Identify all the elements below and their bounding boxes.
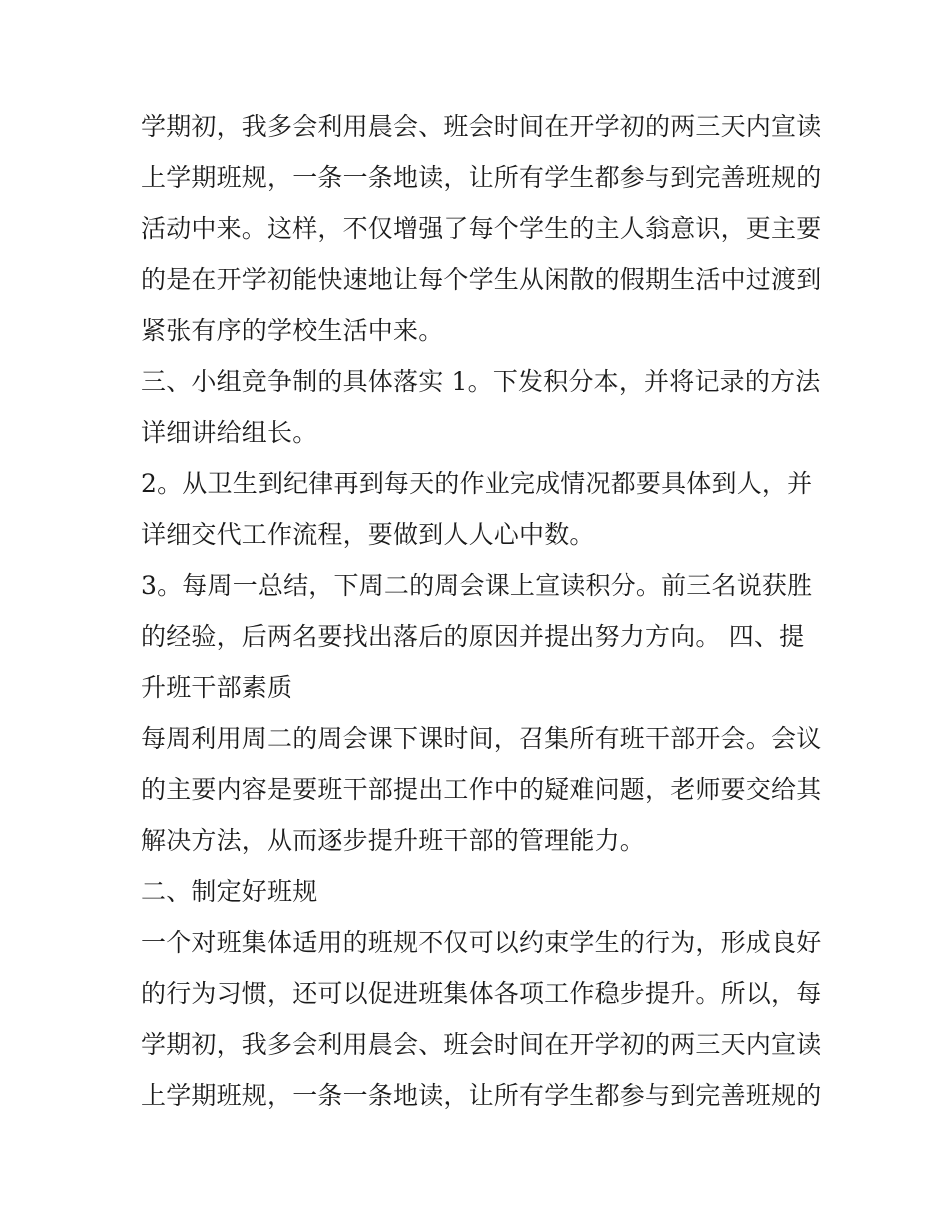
text-line: 活动中来。这样，不仅增强了每个学生的主人翁意识，更主要: [141, 214, 822, 243]
text-line: 的是在开学初能快速地让每个学生从闲散的假期生活中过渡到: [141, 265, 822, 294]
text-line: 上学期班规，一条一条地读，让所有学生都参与到完善班规的: [141, 163, 822, 192]
text-line: 升班干部素质: [141, 673, 293, 702]
text-line: 一个对班集体适用的班规不仅可以约束学生的行为，形成良好: [141, 928, 822, 957]
text-line: 的主要内容是要班干部提出工作中的疑难问题，老师要交给其: [141, 775, 822, 804]
text-line: 每周利用周二的周会课下课时间，召集所有班干部开会。会议: [141, 724, 822, 753]
list-item-3: 3。每周一总结，下周二的周会课上宣读积分。前三名说获胜: [141, 571, 813, 600]
text-line: 学期初，我多会利用晨会、班会时间在开学初的两三天内宣读: [141, 1030, 822, 1059]
text-line: 学期初，我多会利用晨会、班会时间在开学初的两三天内宣读: [141, 112, 822, 141]
section-heading-2: 二、制定好班规: [141, 877, 318, 906]
text-line: 解决方法，从而逐步提升班干部的管理能力。: [141, 826, 646, 855]
text-line: 详细交代工作流程，要做到人人心中数。: [141, 520, 595, 549]
text-line: 的经验，后两名要找出落后的原因并提出努力方向。 四、提: [141, 622, 805, 651]
section-heading-3: 三、小组竞争制的具体落实 1。下发积分本，并将记录的方法: [141, 367, 821, 396]
text-line: 紧张有序的学校生活中来。: [141, 316, 444, 345]
text-line: 上学期班规，一条一条地读，让所有学生都参与到完善班规的: [141, 1081, 822, 1110]
list-item-2: 2。从卫生到纪律再到每天的作业完成情况都要具体到人，并: [141, 469, 813, 498]
text-line: 详细讲给组长。: [141, 418, 318, 447]
text-line: 的行为习惯，还可以促进班集体各项工作稳步提升。所以，每: [141, 979, 822, 1008]
document-body: [141, 101, 821, 1121]
